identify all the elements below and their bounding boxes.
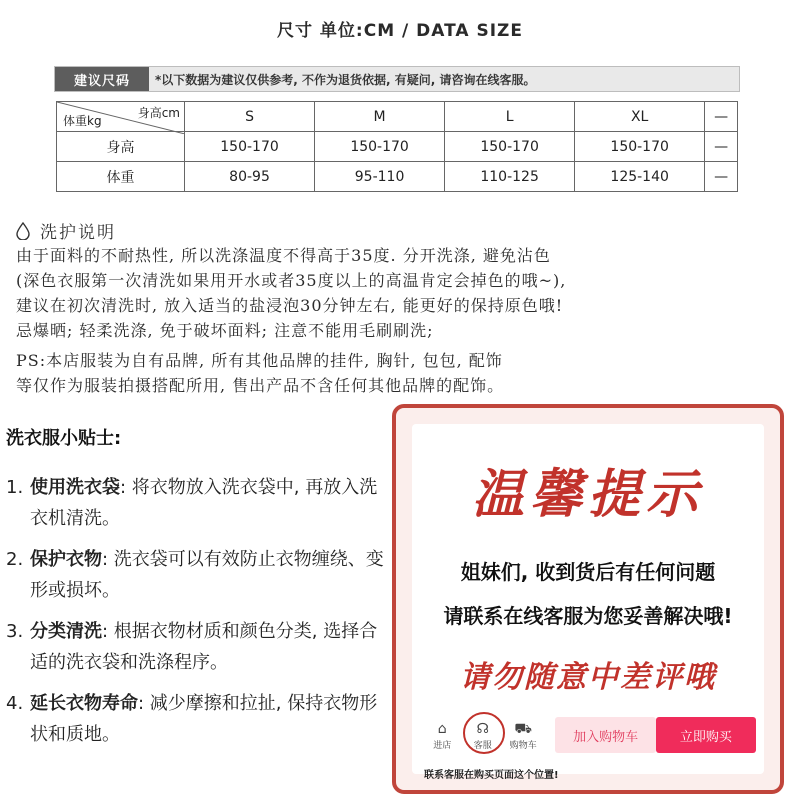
cart-label: 购物车 (509, 740, 537, 751)
row-label: 身高 (57, 132, 185, 162)
column-header: L (445, 102, 575, 132)
tip-heading: 保护衣物 (30, 549, 102, 570)
tip-text (30, 544, 386, 606)
ps-note (16, 348, 786, 398)
notice-card-inner (412, 424, 764, 781)
tip-text (30, 688, 386, 750)
shop-action-bar (422, 710, 756, 760)
notice-line-1: 姐妹们, 收到货后有任何问题 (460, 560, 716, 584)
tip-heading: 分类清洗 (30, 621, 102, 642)
service-label: 客服 (473, 740, 492, 751)
tip-body: : 减少摩擦和拉扯, 保持衣物形状和质地。 (30, 693, 378, 745)
table-row (57, 132, 738, 162)
column-header: S (185, 102, 315, 132)
column-header: — (705, 102, 738, 132)
tip-body: : 根据衣物材质和颜色分类, 选择合适的洗衣袋和洗涤程序。 (30, 621, 378, 673)
notice-card (392, 404, 784, 794)
column-header: M (315, 102, 445, 132)
size-title: 尺寸 单位:CM / DATA SIZE (277, 21, 523, 41)
headset-glyph: ☊ (476, 720, 489, 737)
care-line: 由于面料的不耐热性, 所以洗涤温度不得高于35度. 分开洗涤, 避免沾色 (16, 246, 551, 265)
store-label: 进店 (433, 740, 452, 751)
store-glyph: ⌂ (437, 720, 447, 737)
table-row (57, 162, 738, 192)
tip-number: 3. (6, 621, 24, 642)
care-line: 忌爆晒; 轻柔洗涤, 免于破坏面料; 注意不能用毛刷刷洗; (16, 321, 434, 340)
corner-height-label: 身高cm (137, 106, 180, 120)
table-cell: 150-170 (185, 132, 315, 162)
tip-item (6, 472, 386, 534)
tip-item (6, 688, 386, 750)
tip-body: : 洗衣袋可以有效防止衣物缠绕、变形或损坏。 (30, 549, 384, 601)
notice-footer: 联系客服在购买页面这个位置! (424, 770, 559, 781)
care-section (16, 218, 786, 343)
tip-item (6, 544, 386, 606)
tip-heading: 使用洗衣袋 (30, 477, 120, 498)
tips-title: 洗衣服小贴士: (6, 428, 122, 449)
tip-number: 2. (6, 549, 24, 570)
headset-icon[interactable] (462, 720, 502, 751)
advice-text: *以下数据为建议仅供参考, 不作为退货依据, 有疑问, 请咨询在线客服。 (155, 72, 536, 87)
notice-title: 温馨提示 (471, 465, 704, 525)
add-to-cart-button[interactable]: 加入购物车 (555, 717, 655, 753)
table-cell: 150-170 (575, 132, 705, 162)
table-cell: — (705, 162, 738, 192)
care-title: 洗护说明 (40, 223, 116, 243)
tip-heading: 延长衣物寿命 (30, 693, 138, 714)
tip-text (30, 472, 386, 534)
tip-body: : 将衣物放入洗衣袋中, 再放入洗衣机清洗。 (30, 477, 378, 529)
ps-line: PS:本店服装为自有品牌, 所有其他品牌的挂件, 胸针, 包包, 配饰 (16, 351, 503, 370)
table-cell: 95-110 (315, 162, 445, 192)
table-cell: — (705, 132, 738, 162)
notice-line-3: 请勿随意中差评哦 (460, 660, 716, 695)
table-cell: 110-125 (445, 162, 575, 192)
tip-number: 4. (6, 693, 24, 714)
care-line: (深色衣服第一次清洗如果用开水或者35度以上的高温肯定会掉色的哦~), (16, 271, 567, 290)
advice-label: 建议尺码 (55, 67, 149, 91)
cart-glyph: ⛟ (514, 720, 533, 737)
tip-number: 1. (6, 477, 24, 498)
water-drop-icon (16, 222, 30, 240)
table-cell: 150-170 (315, 132, 445, 162)
store-icon[interactable] (422, 720, 462, 751)
table-corner-cell (57, 102, 185, 132)
table-cell: 150-170 (445, 132, 575, 162)
laundry-tips (6, 424, 386, 760)
buy-now-button[interactable]: 立即购买 (656, 717, 756, 753)
row-label: 体重 (57, 162, 185, 192)
table-header-row (57, 102, 738, 132)
care-heading (16, 218, 786, 243)
notice-line-2: 请联系在线客服为您妥善解决哦! (443, 604, 733, 628)
advice-bar (54, 66, 740, 92)
tip-text (30, 616, 386, 678)
column-header: XL (575, 102, 705, 132)
care-line: 建议在初次清洗时, 放入适当的盐浸泡30分钟左右, 能更好的保持原色哦! (16, 296, 564, 315)
cart-icon[interactable] (503, 720, 543, 751)
table-cell: 125-140 (575, 162, 705, 192)
tip-item (6, 616, 386, 678)
corner-weight-label: 体重kg (63, 114, 102, 128)
ps-line: 等仅作为服装拍摄搭配所用, 售出产品不含任何其他品牌的配饰。 (16, 376, 505, 395)
size-table (56, 101, 738, 192)
table-cell: 80-95 (185, 162, 315, 192)
